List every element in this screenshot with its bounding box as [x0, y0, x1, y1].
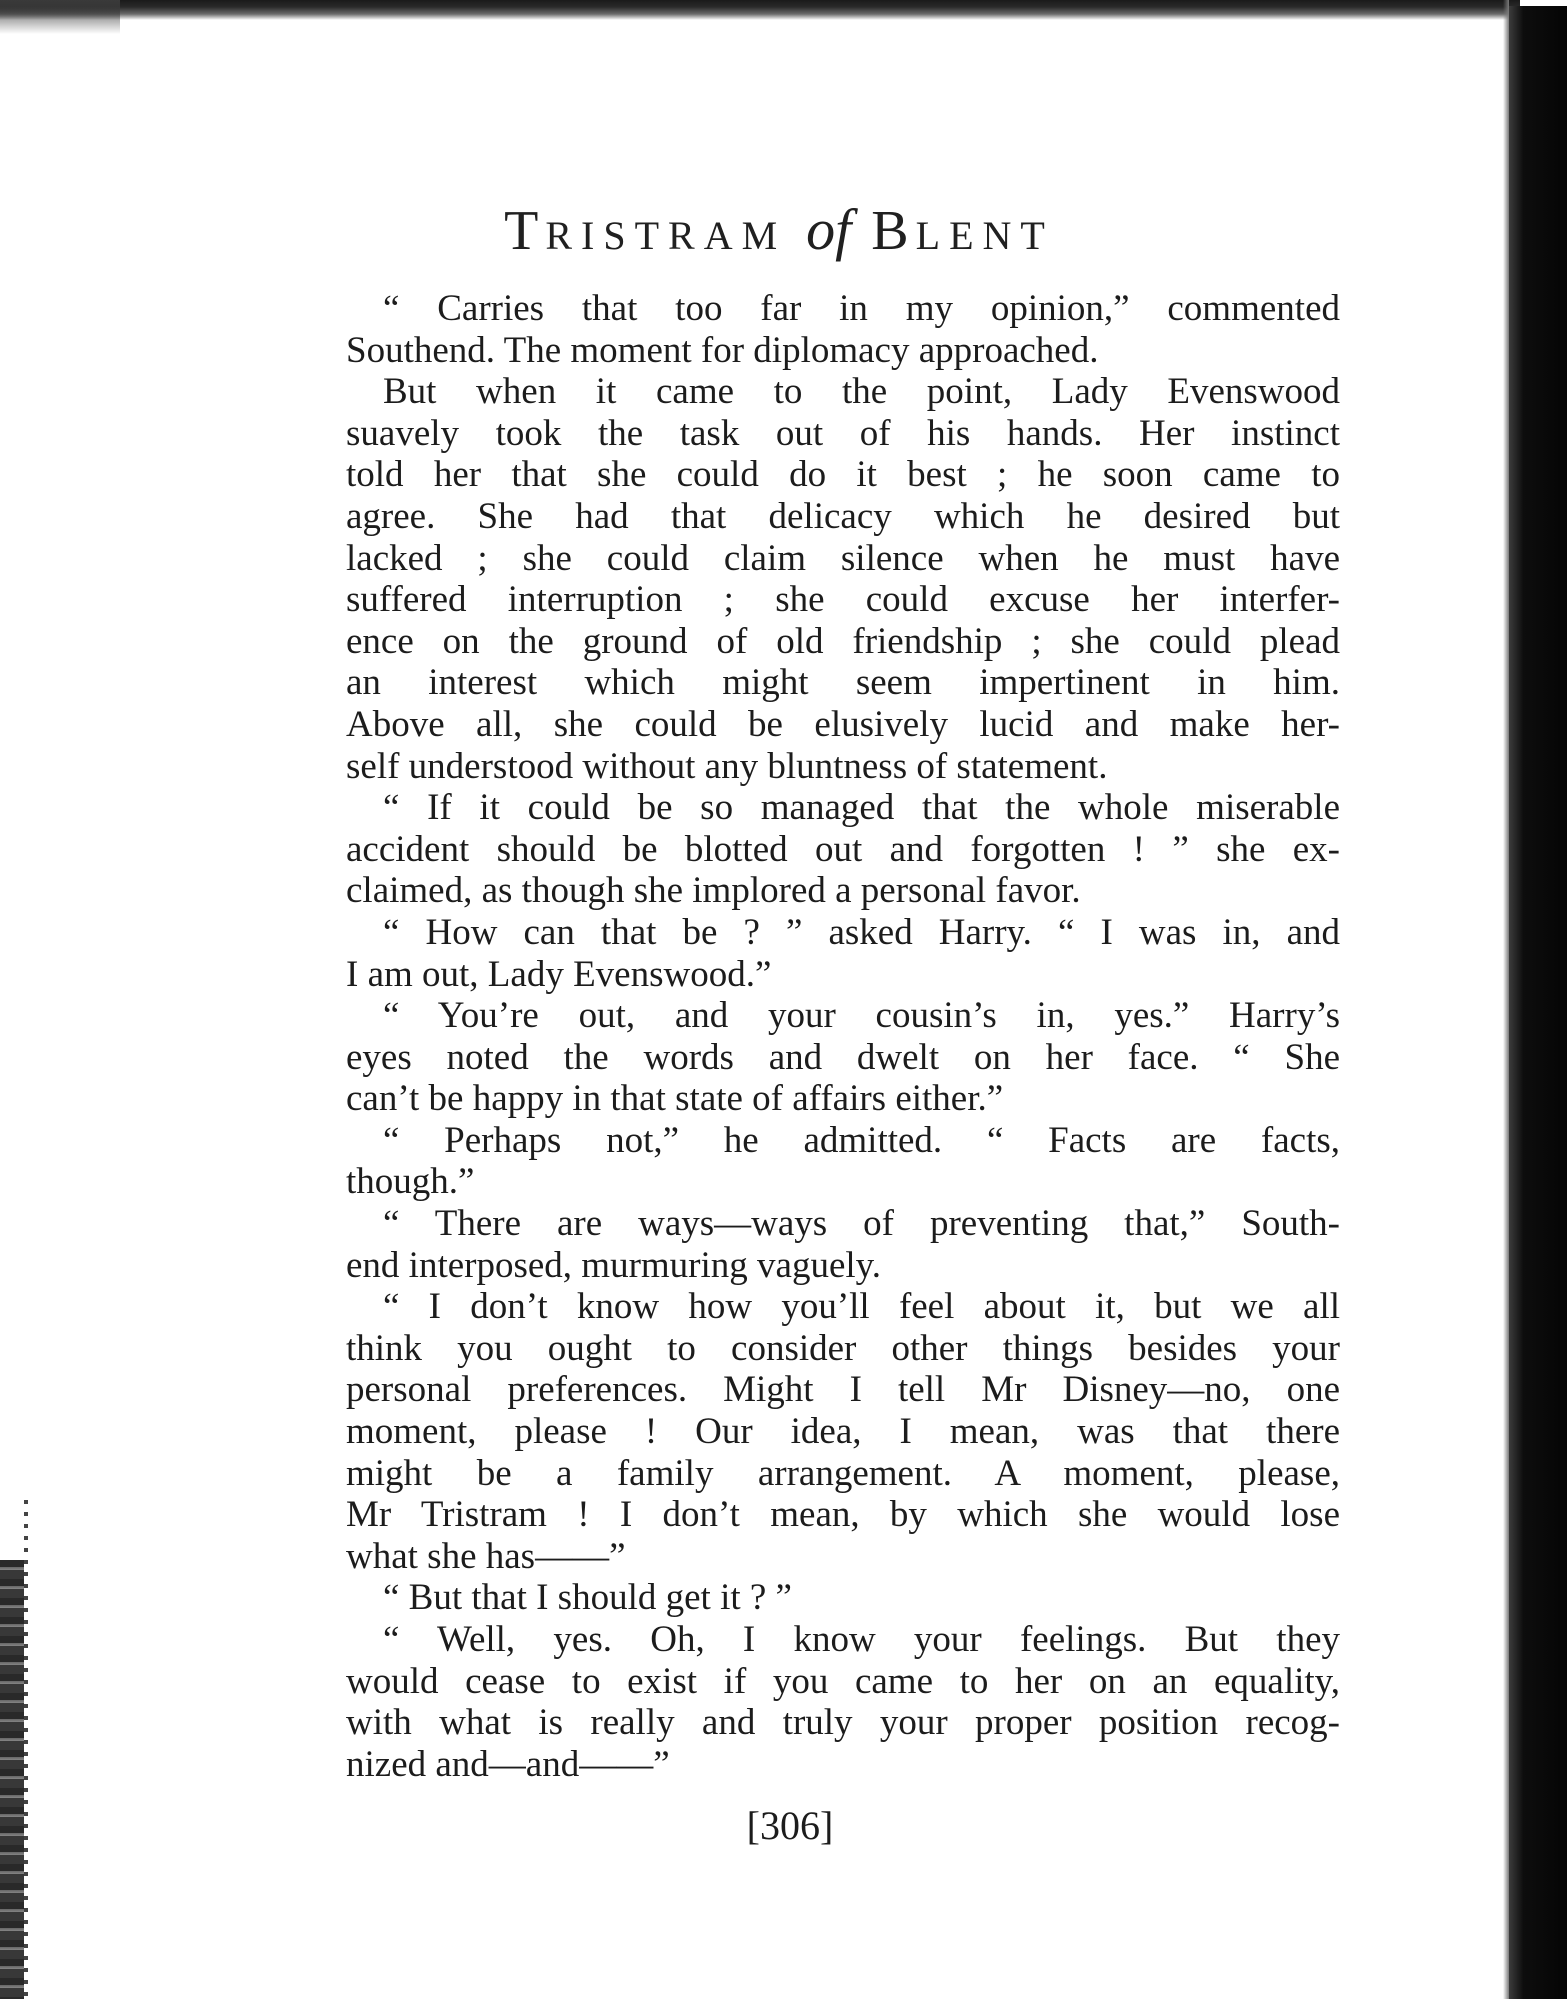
running-head-initial-2: B — [871, 200, 916, 262]
text-line: Above all, she could be elusively lucid and make her- — [346, 703, 1340, 745]
text-line: ence on the ground of old friendship ; she could plead — [346, 620, 1340, 662]
text-line: “ But that I should get it ? ” — [383, 1577, 792, 1619]
text-line: “ I don’t know how you’ll feel about it, but we all — [383, 1286, 1340, 1328]
text-line: “ If it could be so managed that the whole miserable — [383, 787, 1340, 829]
text-line: “ You’re out, and your cousin’s in, yes.” Harry’s — [383, 995, 1340, 1037]
text-line: an interest which might seem impertinent in him. — [346, 662, 1340, 704]
left-page-edge — [0, 1560, 24, 1999]
running-head-initial-1: T — [504, 200, 546, 262]
text-line: with what is really and truly your proper position recog- — [346, 1702, 1340, 1744]
text-line: nized and—and——” — [346, 1743, 670, 1785]
text-line: might be a family arrangement. A moment, please, — [346, 1452, 1340, 1494]
page-number: [306] — [746, 1803, 834, 1848]
text-line: “ Well, yes. Oh, I know your feelings. But they — [383, 1619, 1340, 1660]
text-line: “ Perhaps not,” he admitted. “ Facts are facts, — [383, 1119, 1340, 1161]
running-head-connector: of — [806, 197, 852, 262]
text-line: suffered interruption ; she could excuse her interfer- — [346, 579, 1340, 621]
text-line: can’t be happy in that state of affairs either.” — [346, 1078, 1004, 1120]
text-line: end interposed, murmuring vaguely. — [346, 1244, 882, 1286]
text-line: Mr Tristram ! I don’t mean, by which she would lose — [346, 1494, 1340, 1536]
text-line: self understood without any bluntness of statement. — [346, 745, 1108, 787]
text-line: Southend. The moment for diplomacy approached. — [346, 329, 1099, 371]
running-head-word-1: RISTRAM — [545, 213, 787, 258]
text-line: personal preferences. Might I tell Mr Disney—no, one — [346, 1369, 1340, 1411]
text-line: accident should be blotted out and forgotten ! ” she ex- — [346, 828, 1340, 870]
text-line: lacked ; she could claim silence when he must have — [346, 537, 1340, 579]
text-line: moment, please ! Our idea, I mean, was that there — [346, 1411, 1340, 1453]
text-line: told her that she could do it best ; he soon came to — [346, 454, 1340, 496]
scan-corner-shadow — [0, 0, 120, 34]
text-line: would cease to exist if you came to her on an equality, — [346, 1660, 1340, 1702]
text-line: “ How can that be ? ” asked Harry. “ I was in, and — [383, 911, 1340, 953]
text-line: though.” — [346, 1161, 475, 1203]
text-line: I am out, Lady Evenswood.” — [346, 953, 772, 995]
binding-shadow — [1509, 6, 1567, 1999]
text-line: “ There are ways—ways of preventing that,” South- — [383, 1203, 1340, 1245]
running-head — [400, 196, 1158, 263]
text-line: claimed, as though she implored a personal favor. — [346, 870, 1081, 912]
text-line: agree. She had that delicacy which he desired but — [346, 495, 1340, 537]
text-line: think you ought to consider other things besides your — [346, 1327, 1340, 1369]
left-page-edge-speckle — [24, 1500, 28, 1999]
scan-top-edge — [0, 0, 1520, 20]
text-line: suavely took the task out of his hands. Her instinct — [346, 412, 1340, 454]
running-head-word-2: LENT — [915, 213, 1054, 258]
text-line: “ Carries that too far in my opinion,” commented — [383, 288, 1340, 329]
body-text — [346, 288, 1340, 1785]
text-line: what she has——” — [346, 1535, 626, 1577]
text-line: But when it came to the point, Lady Evenswood — [383, 371, 1340, 413]
text-line: eyes noted the words and dwelt on her face. “ She — [346, 1036, 1340, 1078]
